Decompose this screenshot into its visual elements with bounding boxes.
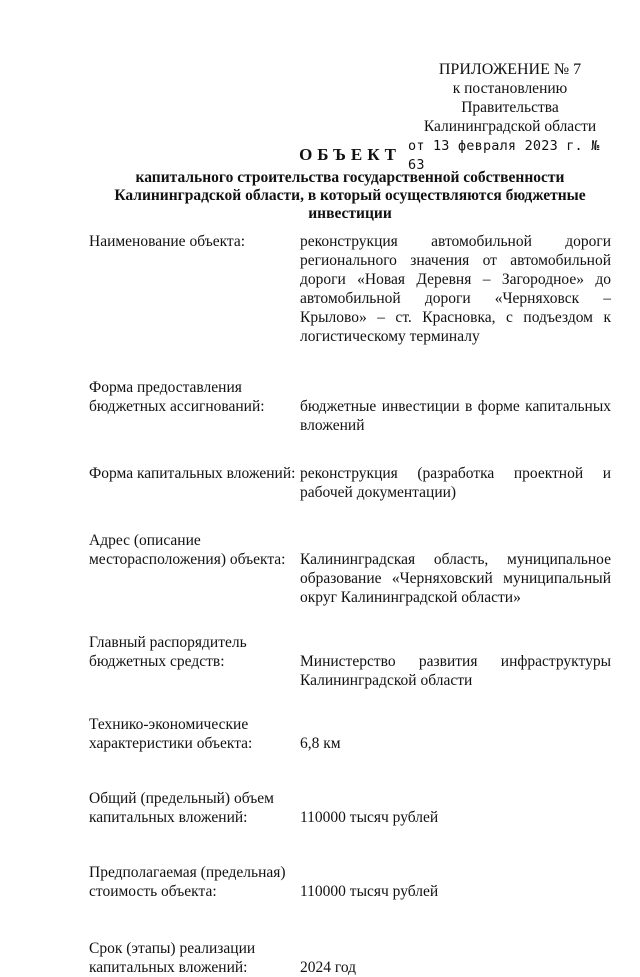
detail-row-funding-form — [89, 378, 611, 435]
detail-label-line: капитальных вложений: — [89, 959, 248, 976]
detail-value-text: Калининградская область, муниципальное образование «Черняховский муниципальный округ Калининградской области» — [300, 551, 611, 606]
heading-line-1: капитального строительства государственной собственности — [135, 169, 565, 186]
detail-value — [300, 378, 611, 435]
detail-row-total-investment — [89, 789, 611, 827]
detail-label — [89, 789, 300, 827]
detail-value — [300, 939, 611, 977]
detail-value — [300, 633, 611, 690]
detail-label-line: бюджетных средств: — [89, 653, 225, 670]
detail-label-line: Общий (предельный) объем — [89, 790, 274, 807]
detail-label-line: капитальных вложений: — [89, 809, 248, 826]
detail-label-line: Срок (этапы) реализации — [89, 940, 256, 957]
detail-label — [89, 531, 300, 607]
detail-value — [300, 863, 611, 901]
detail-label-line: Форма капитальных вложений: — [89, 465, 296, 482]
detail-value: реконструкция автомобильной дороги регионального значения от автомобильной дороги «Новая Деревня – Загородное» до автомобильной дороги «Черняховск – Крылово» – ст. Красновка, с подъездом к логистическому терминалу — [300, 233, 611, 345]
appendix-region: Калининградской области — [423, 118, 597, 135]
detail-value-text: Министерство развития инфраструктуры Калининградской области — [300, 653, 611, 689]
detail-row-investment-form — [89, 464, 611, 502]
document-heading — [100, 146, 600, 223]
detail-label — [89, 464, 300, 502]
detail-value — [300, 715, 611, 753]
value-spacer — [300, 715, 611, 734]
detail-label-line: Форма предоставления — [89, 379, 242, 396]
detail-label — [89, 232, 300, 346]
detail-label — [89, 863, 300, 901]
detail-value: реконструкция (разработка проектной и рабочей документации) — [300, 465, 611, 501]
detail-label — [89, 939, 300, 977]
detail-value-text: 6,8 км — [300, 735, 341, 752]
detail-value-text: 110000 тысяч рублей — [300, 883, 439, 900]
detail-label-line: Предполагаемая (предельная) — [89, 864, 286, 881]
heading-title: ОБЪЕКТ — [299, 145, 401, 164]
detail-row-object-name — [89, 232, 611, 346]
detail-label-line: Технико-экономические — [89, 716, 249, 733]
detail-value-text: бюджетные инвестиции в форме капитальных вложений — [300, 398, 611, 434]
value-spacer — [300, 789, 611, 808]
detail-label-line: месторасположения) объекта: — [89, 551, 286, 568]
detail-label-line: бюджетных ассигнований: — [89, 398, 265, 415]
appendix-title: ПРИЛОЖЕНИЕ № 7 — [438, 61, 582, 78]
detail-row-address — [89, 531, 611, 607]
value-spacer — [300, 939, 611, 958]
detail-value — [300, 789, 611, 827]
value-spacer — [300, 863, 611, 882]
value-spacer — [300, 378, 611, 397]
detail-label-line: Наименование объекта: — [89, 233, 246, 250]
detail-label — [89, 378, 300, 435]
value-spacer — [300, 633, 611, 652]
detail-label — [89, 633, 300, 690]
detail-label-line: Адрес (описание — [89, 532, 201, 549]
detail-label-line: Главный распорядитель — [89, 634, 247, 651]
detail-label-line: стоимость объекта: — [89, 883, 217, 900]
heading-line-3: инвестиции — [308, 205, 392, 222]
detail-value-text: 110000 тысяч рублей — [300, 809, 439, 826]
detail-value-text: 2024 год — [300, 959, 357, 976]
heading-line-2: Калининградской области, в который осуществляются бюджетные — [114, 187, 586, 204]
appendix-date-number: от 13 февраля 2023 г. № 63 — [408, 138, 600, 173]
detail-label — [89, 715, 300, 753]
detail-row-characteristics — [89, 715, 611, 753]
detail-row-estimated-cost — [89, 863, 611, 901]
detail-value — [300, 531, 611, 607]
value-spacer — [300, 531, 611, 550]
detail-row-implementation-period — [89, 939, 611, 977]
detail-row-budget-manager — [89, 633, 611, 690]
appendix-reference: к постановлению Правительства — [452, 80, 568, 116]
detail-label-line: характеристики объекта: — [89, 735, 253, 752]
object-details — [89, 232, 611, 977]
